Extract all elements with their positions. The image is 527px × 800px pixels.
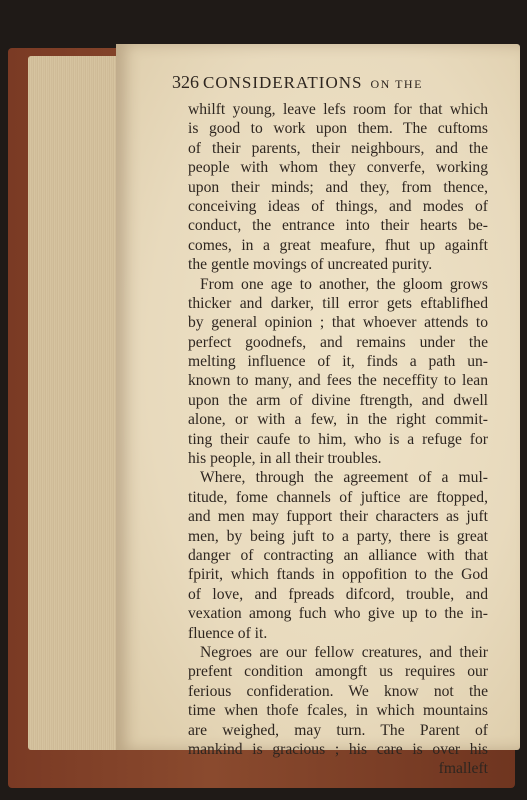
text-line: the gentle movings of uncreated purity.: [188, 256, 433, 274]
text-line: ting their caufe to him, who is a refuge for: [188, 430, 488, 448]
page-number: 326: [172, 72, 199, 92]
text-line: titude, fome channels of juftice are ftopped,: [188, 488, 488, 506]
catchword: fmalleft: [438, 760, 488, 778]
text-line: conduct, the entrance into their hearts be-: [188, 217, 488, 235]
text-line: and men may fupport their characters as juft: [188, 508, 488, 526]
text-line: fluence of it.: [188, 624, 268, 642]
text-line: alone, or with a few, in the right commit-: [188, 411, 488, 429]
text-line: is good to work upon them. The cuftoms: [188, 120, 488, 138]
text-line: are weighed, may turn. The Parent of: [188, 721, 488, 739]
text-line: of love, and fpreads difcord, trouble, and: [188, 585, 488, 603]
page-header: [172, 72, 492, 93]
text-line: thicker and darker, till error gets eftablifhed: [188, 294, 488, 312]
text-line: perfect goodnefs, and remains under the: [188, 333, 488, 351]
text-line: whilft young, leave lefs room for that which: [188, 101, 488, 118]
body-text: [188, 100, 488, 779]
text-line: fpirit, which ftands in oppofition to the God: [188, 566, 488, 584]
text-line: prefent condition amongft us requires our: [188, 663, 488, 681]
page-edges: [28, 56, 120, 750]
text-line: of their parents, their neighbours, and the: [188, 139, 488, 157]
text-line: conceiving ideas of things, and modes of: [188, 197, 488, 215]
text-line: men, by being juft to a party, there is great: [188, 527, 488, 545]
text-line: melting influence of it, finds a path un-: [188, 353, 488, 371]
text-line: people with whom they converfe, working: [188, 159, 488, 177]
paragraph-start: From one age to another, the gloom grows: [200, 275, 488, 293]
text-line: danger of contracting an alliance with that: [188, 546, 488, 564]
text-line: known to many, and fees the neceffity to lean: [188, 372, 488, 390]
text-line: his people, in all their troubles.: [188, 450, 382, 468]
text-line: mankind is gracious ; his care is over his: [188, 740, 488, 758]
text-line: comes, in a great meafure, fhut up againft: [188, 236, 488, 254]
text-line: vexation among fuch who give up to the in-: [188, 605, 488, 623]
text-line: upon their minds; and they, from thence,: [188, 178, 488, 196]
text-line: upon the arm of divine ftrength, and dwell: [188, 391, 488, 409]
text-line: time when thofe fcales, in which mountains: [188, 702, 488, 720]
running-title-suffix: ON THE: [370, 77, 423, 91]
paragraph-start: Negroes are our fellow creatures, and their: [200, 643, 488, 661]
running-title: CONSIDERATIONS: [203, 73, 363, 92]
paragraph-start: Where, through the agreement of a mul-: [200, 469, 488, 487]
text-line: ferious confideration. We know not the: [188, 682, 488, 700]
text-line: by general opinion ; that whoever attends to: [188, 314, 488, 332]
